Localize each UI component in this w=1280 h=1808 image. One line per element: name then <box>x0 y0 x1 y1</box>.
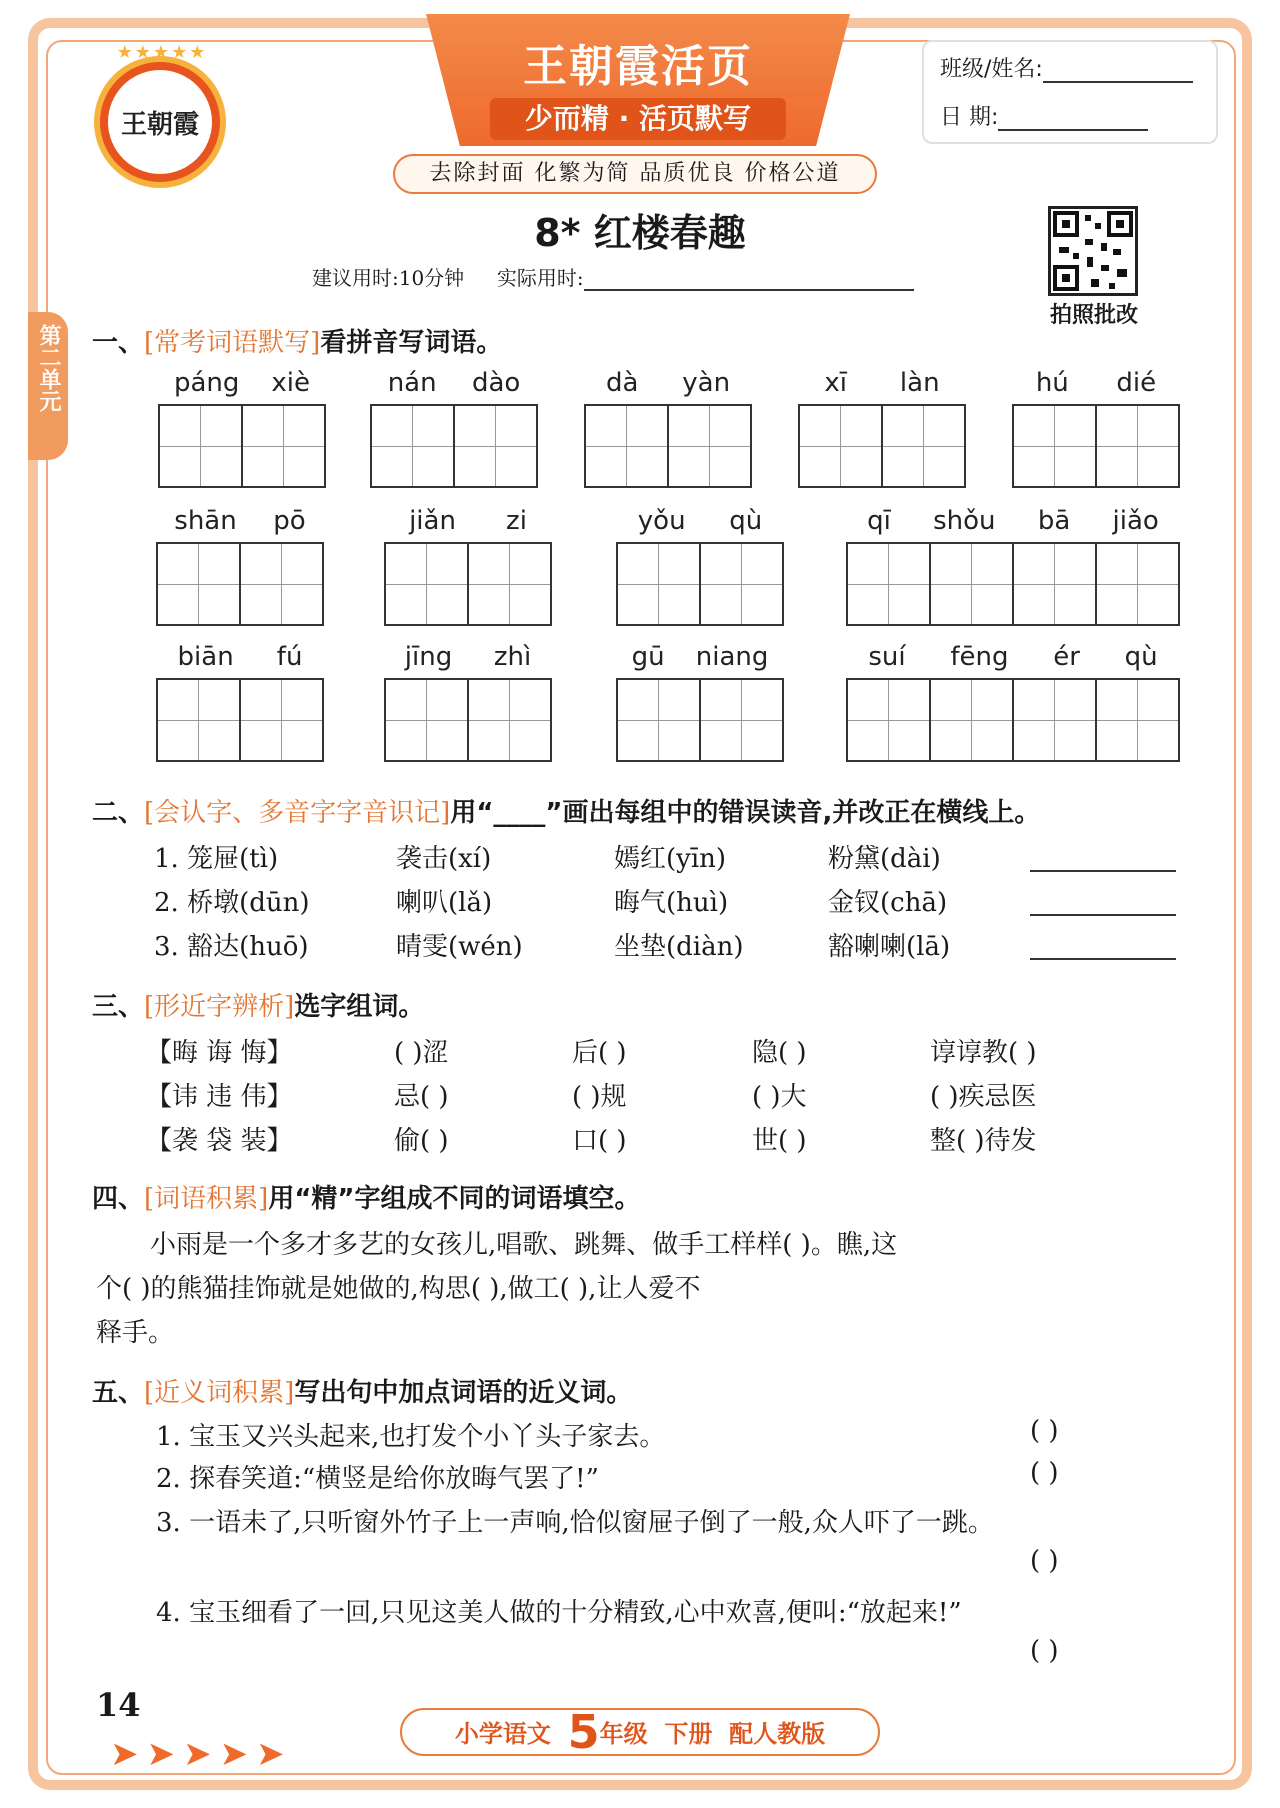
pinyin: xiè <box>271 368 310 398</box>
s2-item: 金钗(chā) <box>828 888 948 918</box>
pinyin-item <box>798 368 966 488</box>
pinyin-item <box>616 642 784 762</box>
pinyin: dào <box>471 368 521 398</box>
sentence-item: 1. 宝玉又兴头起来,也打发个小丫头子家去。 <box>156 1422 666 1452</box>
s2-item: 晦气(huì) <box>614 888 729 918</box>
s3-blank[interactable]: 忌( ) <box>394 1082 449 1112</box>
pinyin-item <box>384 506 552 626</box>
s2-item: 喇叭(lǎ) <box>396 888 493 918</box>
pinyin: dà <box>605 368 639 398</box>
pinyin: xī <box>824 368 848 398</box>
char-group: 【袭 袋 装】 <box>146 1126 293 1156</box>
pinyin-item <box>584 368 752 488</box>
lesson-title: 8* 红楼春趣 <box>534 211 746 255</box>
writing-grid[interactable] <box>584 404 752 488</box>
unit-tab <box>28 312 68 460</box>
writing-grid[interactable] <box>156 678 324 762</box>
name-date-box <box>922 40 1218 144</box>
pinyin: làn <box>899 368 940 398</box>
class-name-label: 班级/姓名: <box>940 57 1043 82</box>
pinyin-item <box>156 642 324 762</box>
date-label: 日 期: <box>940 105 999 130</box>
pinyin: qù <box>1124 642 1158 672</box>
writing-grid[interactable] <box>384 542 552 626</box>
answer-paren[interactable]: ( ) <box>1030 1636 1059 1666</box>
pinyin: bā <box>1037 506 1071 536</box>
pinyin: fēng <box>950 642 1009 672</box>
section3-num: 三、 <box>92 992 145 1022</box>
pinyin: shǒu <box>933 506 996 536</box>
passage-line: 个( )的熊猫挂饰就是她做的,构思( ),做工( ),让人爱不 <box>96 1274 701 1304</box>
answer-paren[interactable]: ( ) <box>1030 1546 1059 1576</box>
s3-blank[interactable]: 谆谆教( ) <box>930 1038 1037 1068</box>
section5-instr: 写出句中加点词语的近义词。 <box>294 1378 633 1408</box>
pinyin: jīng <box>404 642 453 672</box>
pinyin-item <box>846 642 1180 762</box>
answer-line[interactable] <box>1030 914 1176 916</box>
pinyin-item <box>370 368 538 488</box>
pinyin: hú <box>1035 368 1069 398</box>
brand-title: 王朝霞活页 <box>523 41 753 92</box>
pinyin: zhì <box>493 642 532 672</box>
grade-unit: 年级 <box>599 1720 648 1748</box>
unit-tab-label: 第二单元 <box>36 324 61 412</box>
s2-item: 袭击(xí) <box>396 844 492 874</box>
section4-heading <box>92 1178 641 1215</box>
sentence-item: 3. 一语未了,只听窗外竹子上一声响,恰似窗屉子倒了一般,众人吓了一跳。 <box>156 1508 994 1538</box>
class-name-field[interactable] <box>1043 61 1193 83</box>
pinyin: dié <box>1116 368 1157 398</box>
section5-num: 五、 <box>92 1378 145 1408</box>
section2-num: 二、 <box>92 798 145 828</box>
date-field[interactable] <box>998 109 1148 131</box>
pinyin: jiǎo <box>1112 506 1159 536</box>
pinyin: qī <box>867 506 891 536</box>
grade-number: 5 <box>567 1705 600 1759</box>
writing-grid[interactable] <box>156 542 324 626</box>
logo-stars: ★★★★★ <box>116 42 208 63</box>
s2-item: 豁喇喇(lā) <box>828 932 951 962</box>
answer-line[interactable] <box>1030 870 1176 872</box>
section2-heading <box>92 792 1040 829</box>
writing-grid[interactable] <box>846 542 1180 626</box>
pinyin: fú <box>276 642 303 672</box>
date-row <box>940 100 1148 131</box>
section5-heading <box>92 1372 632 1409</box>
pinyin: zi <box>506 506 527 536</box>
s2-item: 3. 豁达(huō) <box>154 932 309 962</box>
pinyin: ér <box>1053 642 1080 672</box>
s2-item: 2. 桥墩(dūn) <box>154 888 310 918</box>
answer-line[interactable] <box>1030 958 1176 960</box>
pinyin: suí <box>868 642 906 672</box>
decorative-arrows-icon: ➤➤➤➤➤ <box>110 1734 293 1774</box>
s3-blank[interactable]: 世( ) <box>752 1126 807 1156</box>
s3-blank[interactable]: ( )大 <box>752 1082 807 1112</box>
s3-blank[interactable]: 后( ) <box>572 1038 627 1068</box>
pinyin-item <box>158 368 326 488</box>
suggested-time: 建议用时:10分钟 <box>312 266 465 290</box>
qr-label: 拍照批改 <box>1049 303 1138 328</box>
writing-grid[interactable] <box>158 404 326 488</box>
pinyin-item <box>846 506 1180 626</box>
s3-blank[interactable]: ( )涩 <box>394 1038 449 1068</box>
section3-tag: [形近字辨析] <box>144 992 295 1022</box>
answer-paren[interactable]: ( ) <box>1030 1416 1059 1446</box>
s3-blank[interactable]: ( )疾忌医 <box>930 1082 1037 1112</box>
s2-item: 1. 笼屉(tì) <box>154 844 279 874</box>
section1-tag: [常考词语默写] <box>144 328 321 358</box>
pinyin: biān <box>177 642 234 672</box>
passage-line: 小雨是一个多才多艺的女孩儿,唱歌、跳舞、做手工样样( )。瞧,这 <box>150 1230 898 1260</box>
slogan: 去除封面 化繁为简 品质优良 价格公道 <box>393 154 877 194</box>
section1-heading <box>92 322 502 359</box>
section4-num: 四、 <box>92 1184 145 1214</box>
s2-item: 嫣红(yīn) <box>614 844 727 874</box>
s3-blank[interactable]: ( )规 <box>572 1082 627 1112</box>
s3-blank[interactable]: 隐( ) <box>752 1038 807 1068</box>
actual-time-field[interactable] <box>584 269 914 291</box>
pinyin: niang <box>695 642 769 672</box>
answer-paren[interactable]: ( ) <box>1030 1458 1059 1488</box>
logo-text: 王朝霞 <box>120 110 199 140</box>
s3-blank[interactable]: 整( )待发 <box>930 1126 1037 1156</box>
pinyin-item <box>616 506 784 626</box>
section4-instr: 用“精”字组成不同的词语填空。 <box>268 1184 641 1214</box>
qr-code-icon[interactable] <box>1048 206 1138 296</box>
writing-grid[interactable] <box>616 678 784 762</box>
writing-grid[interactable] <box>370 404 538 488</box>
s2-item: 粉黛(dài) <box>828 844 941 874</box>
pinyin: pō <box>273 506 306 536</box>
section3-heading <box>92 986 424 1023</box>
pinyin: qù <box>729 506 763 536</box>
section2-tag: [会认字、多音字字音识记] <box>144 798 451 828</box>
s2-item: 坐垫(diàn) <box>614 932 744 962</box>
page-number: 14 <box>96 1686 141 1724</box>
writing-grid[interactable] <box>1012 404 1180 488</box>
pinyin: yǒu <box>637 506 686 536</box>
class-name-row <box>940 52 1193 83</box>
book-info <box>400 1705 880 1759</box>
pinyin-item <box>1012 368 1180 488</box>
pinyin: yàn <box>682 368 731 398</box>
section3-instr: 选字组词。 <box>294 992 425 1022</box>
section2-instr: 用“____”画出每组中的错误读音,并改正在横线上。 <box>450 798 1041 828</box>
pinyin: gū <box>631 642 665 672</box>
pinyin: shān <box>174 506 237 536</box>
writing-grid[interactable] <box>846 678 1180 762</box>
section5-tag: [近义词积累] <box>144 1378 295 1408</box>
edition: 配人教版 <box>729 1720 826 1748</box>
writing-grid[interactable] <box>384 678 552 762</box>
time-line <box>312 262 914 291</box>
actual-time-label: 实际用时: <box>496 266 584 290</box>
s3-blank[interactable]: 偷( ) <box>394 1126 449 1156</box>
section1-num: 一、 <box>92 328 145 358</box>
sentence-item: 4. 宝玉细看了一回,只见这美人做的十分精致,心中欢喜,便叫:“放起来!” <box>156 1598 962 1628</box>
pinyin-item <box>156 506 324 626</box>
pinyin: jiǎn <box>409 506 456 536</box>
char-group: 【讳 违 伟】 <box>146 1082 293 1112</box>
writing-grid[interactable] <box>616 542 784 626</box>
volume: 下册 <box>664 1720 713 1748</box>
section4-tag: [词语积累] <box>144 1184 269 1214</box>
subject: 小学语文 <box>454 1720 551 1748</box>
pinyin: páng <box>173 368 240 398</box>
s2-item: 晴雯(wén) <box>396 932 523 962</box>
s3-blank[interactable]: 口( ) <box>572 1126 627 1156</box>
passage-line: 释手。 <box>96 1318 175 1348</box>
brand-subtitle: 少而精 · 活页默写 <box>490 98 786 140</box>
pinyin-item <box>384 642 552 762</box>
section1-instr: 看拼音写词语。 <box>320 328 503 358</box>
sentence-item: 2. 探春笑道:“横竖是给你放晦气罢了!” <box>156 1464 599 1494</box>
writing-grid[interactable] <box>798 404 966 488</box>
char-group: 【晦 诲 悔】 <box>146 1038 293 1068</box>
pinyin: nán <box>387 368 437 398</box>
